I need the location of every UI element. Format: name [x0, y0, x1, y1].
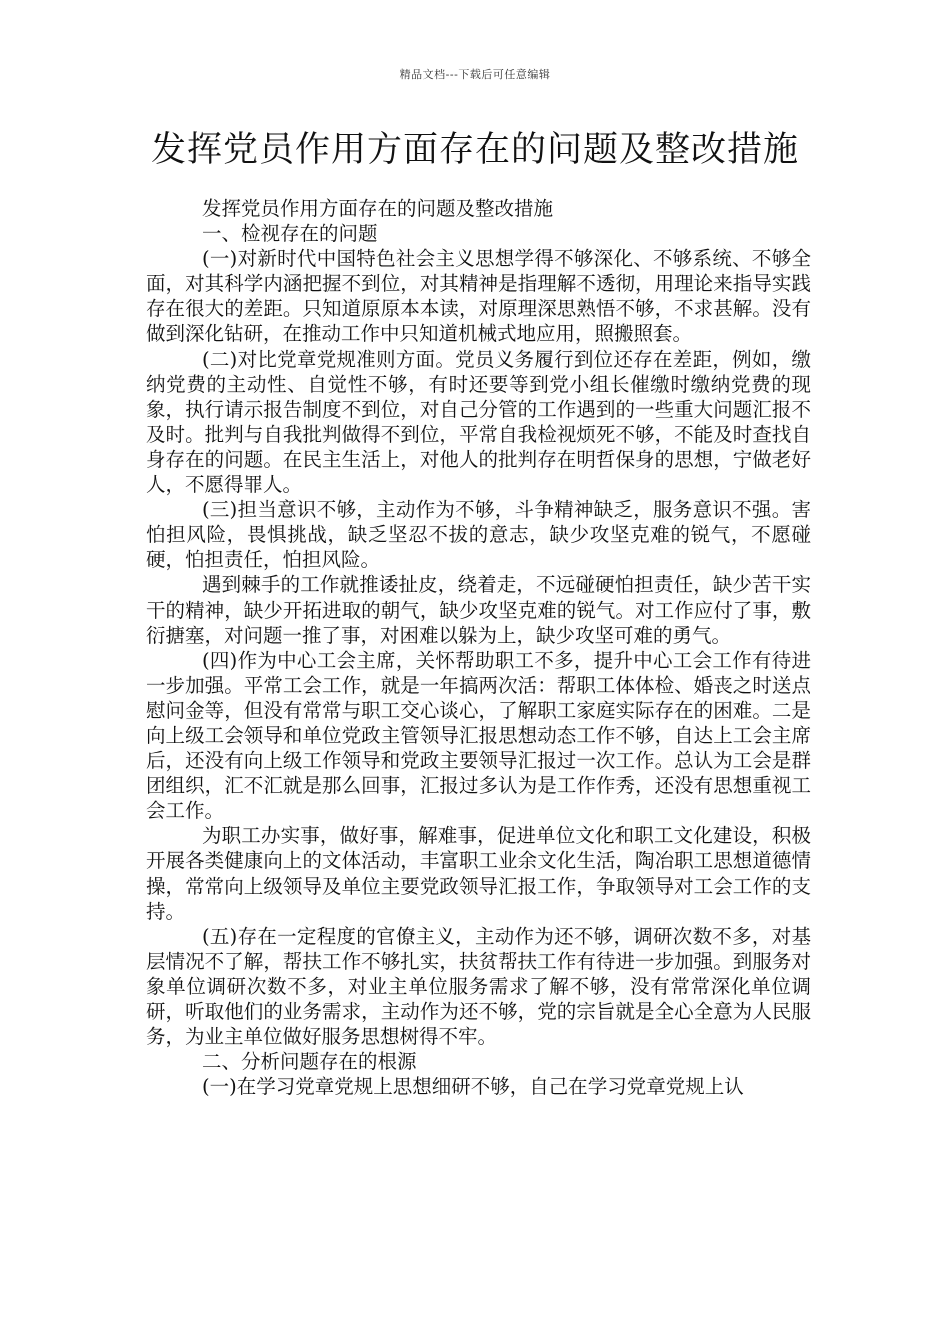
paragraph: (三)担当意识不够，主动作为不够，斗争精神缺乏，服务意识不强。害怕担风险，畏惧挑战，缺乏坚忍不拔的意志，缺少攻坚克难的锐气，不愿碰硬，怕担责任，怕担风险。	[146, 498, 811, 572]
header-note: 精品文档---下载后可任意编辑	[399, 68, 551, 81]
paragraph: (二)对比党章党规准则方面。党员义务履行到位还存在差距，例如，缴纳党费的主动性、自觉性不够，有时还要等到党小组长催缴时缴纳党费的现象，执行请示报告制度不到位，对自己分管的工作遇到的一些重大问题汇报不及时。批判与自我批判做得不到位，平常自我检视烦死不够，不能及时查找自身存在的问题。在民主生活上，对他人的批判存在明哲保身的思想，宁做老好人，不愿得罪人。	[146, 347, 811, 497]
section-heading-2: 二、分析问题存在的根源	[202, 1050, 417, 1074]
paragraph-subtitle: 发挥党员作用方面存在的问题及整改措施	[202, 197, 554, 220]
paragraph: 遇到棘手的工作就推诿扯皮，绕着走，不远碰硬怕担责任，缺少苦干实干的精神，缺少开拓进取的朝气，缺少攻坚克难的锐气。对工作应付了事，敷衍搪塞，对问题一推了事，对困难以躲为上，缺少攻坚可难的勇气。	[146, 573, 811, 647]
paragraph: (四)作为中心工会主席，关怀帮助职工不多，提升中心工会工作有待进一步加强。平常工会工作，就是一年搞两次活：帮职工体体检、婚丧之时送点慰问金等，但没有常常与职工交心谈心，了解职工家庭实际存在的困难。二是向上级工会领导和单位党政主管领导汇报思想动态工作不够，自达上工会主席后，还没有向上级工作领导和党政主要领导汇报过一次工作。总认为工会是群团组织，汇不汇就是那么回事，汇报过多认为是工作作秀，还没有思想重视工会工作。	[146, 648, 811, 823]
paragraph: (五)存在一定程度的官僚主义，主动作为还不够，调研次数不多，对基层情况不了解，帮扶工作不够扎实，扶贫帮扶工作有待进一步加强。到服务对象单位调研次数不多，对业主单位服务需求了解不够，没有常常深化单位调研，听取他们的业务需求，主动作为还不够，党的宗旨就是全心全意为人民服务，为业主单位做好服务思想树得不牢。	[146, 924, 811, 1049]
document-body	[146, 196, 811, 1099]
document-title: 发挥党员作用方面存在的问题及整改措施	[150, 130, 799, 170]
paragraph: 为职工办实事，做好事，解难事，促进单位文化和职工文化建设，积极开展各类健康向上的文体活动，丰富职工业余文化生活，陶冶职工思想道德情操，常常向上级领导及单位主要党政领导汇报工作，争取领导对工会工作的支持。	[146, 824, 811, 923]
paragraph: (一)在学习党章党规上思想细研不够，自己在学习党章党规上认	[202, 1075, 744, 1099]
section-heading-1: 一、检视存在的问题	[202, 222, 378, 246]
paragraph: (一)对新时代中国特色社会主义思想学得不够深化、不够系统、不够全面，对其科学内涵把握不到位，对其精神是指理解不透彻，用理论来指导实践存在很大的差距。只知道原原本本读，对原理深思熟悟不够，不求甚解。没有做到深化钻研，在推动工作中只知道机械式地应用，照搬照套。	[146, 247, 811, 346]
